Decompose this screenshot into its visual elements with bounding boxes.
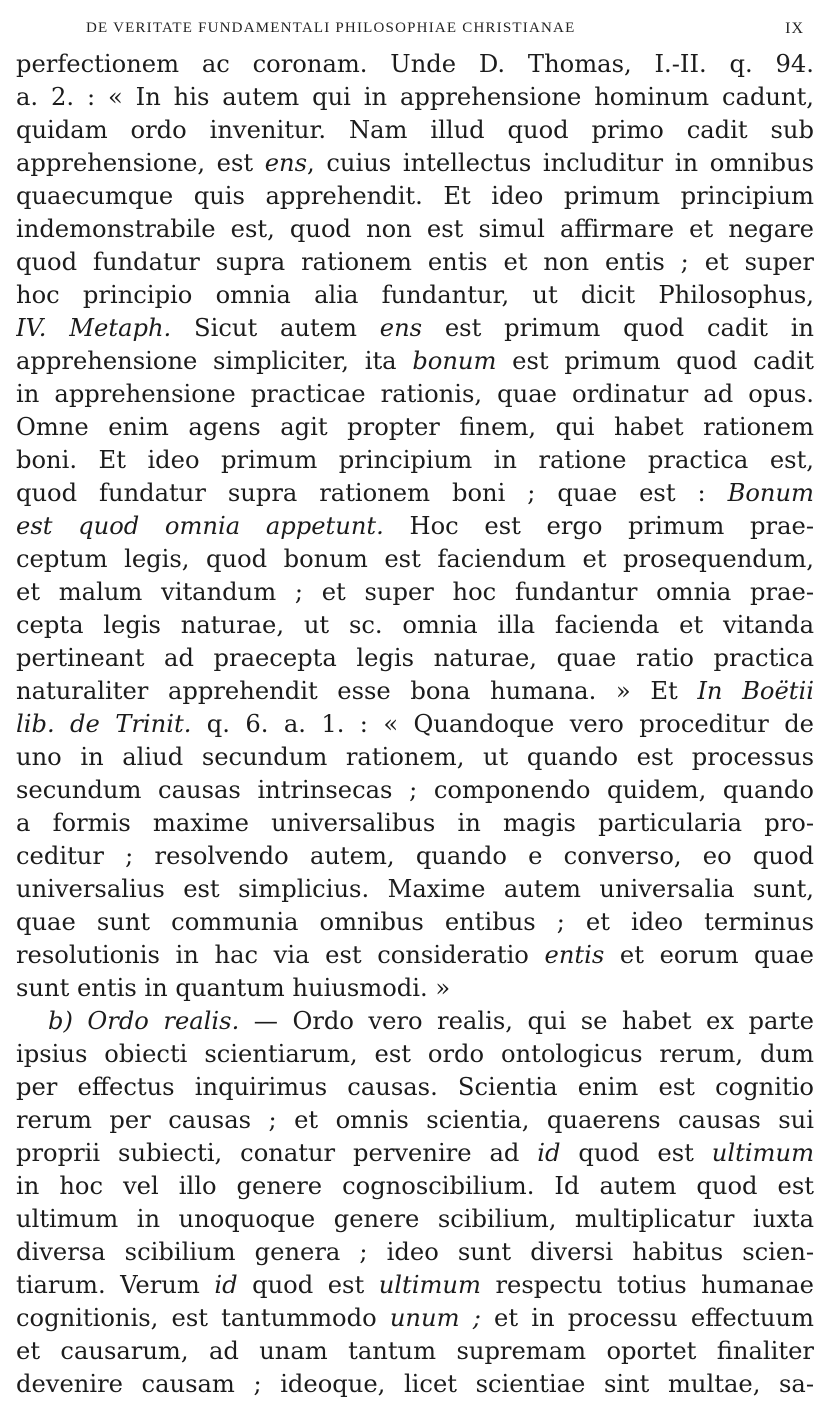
text-run: proprii subiecti, conatur pervenire ad [16,1139,538,1167]
text-run: quod est [560,1139,712,1167]
text-run: ceptum legis, quod bonum est faciendum et prosequendum, [16,545,814,573]
text-run: secundum causas intrinsecas ; componendo quidem, quando [16,776,814,804]
text-line [16,114,814,147]
text-line [16,345,814,378]
text-line [16,1269,814,1302]
text-line [16,1038,814,1071]
text-line [16,873,814,906]
text-run: Sicut autem [171,314,380,342]
text-line [16,576,814,609]
italic-run: bonum [412,347,497,375]
text-run: devenire causam ; ideoque, licet scientiae sint multae, sa- [16,1370,814,1398]
text-run: quaecumque quis apprehendit. Et ideo primum principium [16,182,814,210]
text-run: boni. Et ideo primum principium in ratione practica est, [16,446,814,474]
text-run: apprehensione simpliciter, ita [16,347,413,375]
italic-run: Bonum [727,479,814,507]
text-line [16,147,814,180]
text-line [16,81,814,114]
text-run: diversa scibilium genera ; ideo sunt diversi habitus scien- [16,1238,814,1266]
text-line [16,279,814,312]
text-run: cognitionis, est tantummodo [16,1304,390,1332]
text-line [16,1335,814,1368]
text-line [16,48,814,81]
text-run: quae sunt communia omnibus entibus ; et ideo terminus [16,908,814,936]
text-line [16,1137,814,1170]
italic-run: b) Ordo realis. [48,1007,240,1035]
text-run: in apprehensione practicae rationis, quae ordinatur ad opus. [16,380,814,408]
text-line [16,510,814,543]
text-line [16,1368,814,1401]
text-line [16,741,814,774]
italic-run: ultimum [378,1271,481,1299]
text-run: universalius est simplicius. Maxime autem universalia sunt, [16,875,814,903]
text-line [16,708,814,741]
text-line [16,246,814,279]
text-line [16,642,814,675]
italic-run: entis [544,941,605,969]
text-run: quod fundatur supra rationem entis et non entis ; et super [16,248,814,276]
text-run: naturaliter apprehendit esse bona humana. » Et [16,677,698,705]
text-run: sunt entis in quantum huiusmodi. » [16,974,451,1002]
text-run: et malum vitandum ; et super hoc fundantur omnia prae- [16,578,814,606]
text-run: tiarum. Verum [16,1271,215,1299]
text-run: q. 6. a. 1. : « Quandoque vero proceditur de [191,710,814,738]
text-line [16,477,814,510]
text-run: — Ordo vero realis, qui se habet ex parte [239,1007,814,1035]
text-line [16,411,814,444]
text-line [16,807,814,840]
running-title: DE VERITATE FUNDAMENTALI PHILOSOPHIAE CHRISTIANAE [86,20,576,36]
italic-run: est quod omnia appetunt. [16,512,384,540]
text-run: a. 2. : « In his autem qui in apprehensione hominum cadunt, [16,83,814,111]
text-line [16,312,814,345]
text-line [16,609,814,642]
text-run: ultimum in unoquoque genere scibilium, multiplicatur iuxta [16,1205,814,1233]
text-line [16,180,814,213]
italic-run: unum ; [389,1304,481,1332]
text-line [16,939,814,972]
running-head [86,20,804,44]
text-line [16,1071,814,1104]
italic-run: id [537,1139,561,1167]
text-line [16,1203,814,1236]
italic-run: ultimum [711,1139,814,1167]
text-run: quidam ordo invenitur. Nam illud quod primo cadit sub [16,116,814,144]
text-run: ceditur ; resolvendo autem, quando e converso, eo quod [16,842,814,870]
text-line [16,543,814,576]
text-line [16,972,814,1005]
text-run: ipsius obiecti scientiarum, est ordo ontologicus rerum, dum [16,1040,814,1068]
text-run: et causarum, ad unam tantum supremam oportet finaliter [16,1337,814,1365]
text-run: per effectus inquirimus causas. Scientia enim est cognitio [16,1073,814,1101]
text-line [16,840,814,873]
text-run: respectu totius humanae [480,1271,814,1299]
text-run: in hoc vel illo genere cognoscibilium. Id autem quod est [16,1172,814,1200]
italic-run: In Boëtii [697,677,814,705]
text-line [16,1104,814,1137]
text-line [16,906,814,939]
text-line [16,1302,814,1335]
text-run: perfectionem ac coronam. Unde D. Thomas, I.-II. q. 94. [16,50,814,78]
text-line [16,675,814,708]
text-run: indemonstrabile est, quod non est simul affirmare et negare [16,215,814,243]
text-run: apprehensione, est [16,149,265,177]
body-text [16,48,814,1401]
text-run: et in processu effectuum [480,1304,814,1332]
text-line [16,378,814,411]
page-number: IX [785,20,804,37]
text-run: resolutionis in hac via est consideratio [16,941,545,969]
text-run: et eorum quae [604,941,814,969]
text-run: a formis maxime universalibus in magis particularia pro- [16,809,814,837]
italic-run: id [214,1271,238,1299]
italic-run: ens [264,149,308,177]
text-run: pertineant ad praecepta legis naturae, quae ratio practica [16,644,814,672]
text-run: quod fundatur supra rationem boni ; quae est : [16,479,728,507]
text-run: hoc principio omnia alia fundantur, ut dicit Philosophus, [16,281,814,309]
text-run: Hoc est ergo primum prae- [383,512,814,540]
text-line [16,1005,814,1038]
text-line [16,213,814,246]
text-run: est primum quod cadit [496,347,814,375]
text-line [16,1236,814,1269]
text-run: rerum per causas ; et omnis scientia, quaerens causas sui [16,1106,814,1134]
italic-run: ens [379,314,423,342]
italic-run: IV. Metaph. [16,314,172,342]
text-line [16,1170,814,1203]
text-run: , cuius intellectus includitur in omnibus [307,149,814,177]
italic-run: lib. de Trinit. [16,710,192,738]
text-line [16,774,814,807]
text-run: cepta legis naturae, ut sc. omnia illa facienda et vitanda [16,611,814,639]
text-line [16,444,814,477]
text-run: quod est [237,1271,379,1299]
text-run: est primum quod cadit in [422,314,814,342]
text-run: Omne enim agens agit propter finem, qui habet rationem [16,413,814,441]
text-run: uno in aliud secundum rationem, ut quando est processus [16,743,814,771]
